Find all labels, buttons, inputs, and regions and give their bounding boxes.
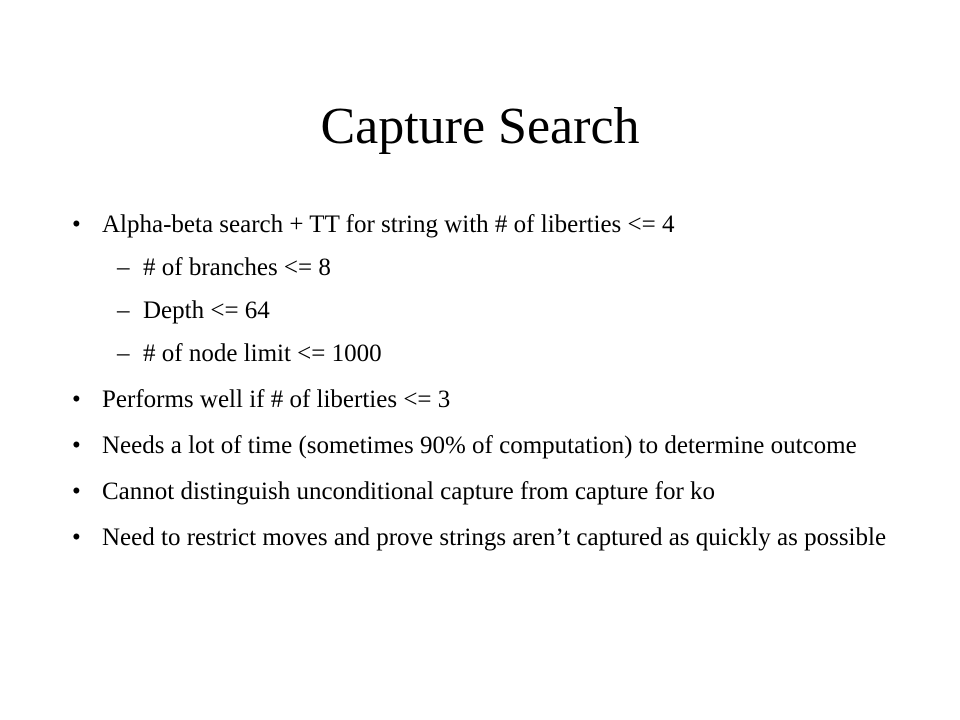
bullet-item: [72, 210, 912, 240]
bullet-text: Need to restrict moves and prove strings aren’t captured as quickly as possible: [102, 524, 887, 551]
bullet-text: Cannot distinguish unconditional capture from capture for ko: [102, 478, 716, 505]
sub-bullet-item: [117, 339, 912, 369]
bullet-marker: •: [72, 432, 81, 459]
bullet-marker: •: [72, 524, 81, 551]
bullet-marker: •: [72, 478, 81, 505]
dash-marker: –: [117, 340, 130, 367]
slide-title: Capture Search: [320, 98, 640, 155]
dash-marker: –: [117, 254, 130, 281]
sub-bullet-text: # of node limit <= 1000: [143, 340, 382, 367]
bullet-marker: •: [72, 386, 81, 413]
sub-bullet-item: [117, 253, 912, 283]
bullet-text: Alpha-beta search + TT for string with # of liberties <= 4: [102, 211, 675, 238]
bullet-item: [72, 431, 912, 461]
bullet-text: Needs a lot of time (sometimes 90% of computation) to determine outcome: [102, 432, 857, 459]
sub-bullet-text: # of branches <= 8: [143, 254, 331, 281]
dash-marker: –: [117, 297, 130, 324]
sub-bullet-text: Depth <= 64: [143, 297, 270, 324]
bullet-item: [72, 477, 912, 507]
bullet-text: Performs well if # of liberties <= 3: [102, 386, 451, 413]
bullet-item: [72, 385, 912, 415]
bullet-marker: •: [72, 211, 81, 238]
sub-bullet-item: [117, 296, 912, 326]
bullet-item: [72, 523, 912, 553]
bullet-list: [72, 210, 912, 553]
